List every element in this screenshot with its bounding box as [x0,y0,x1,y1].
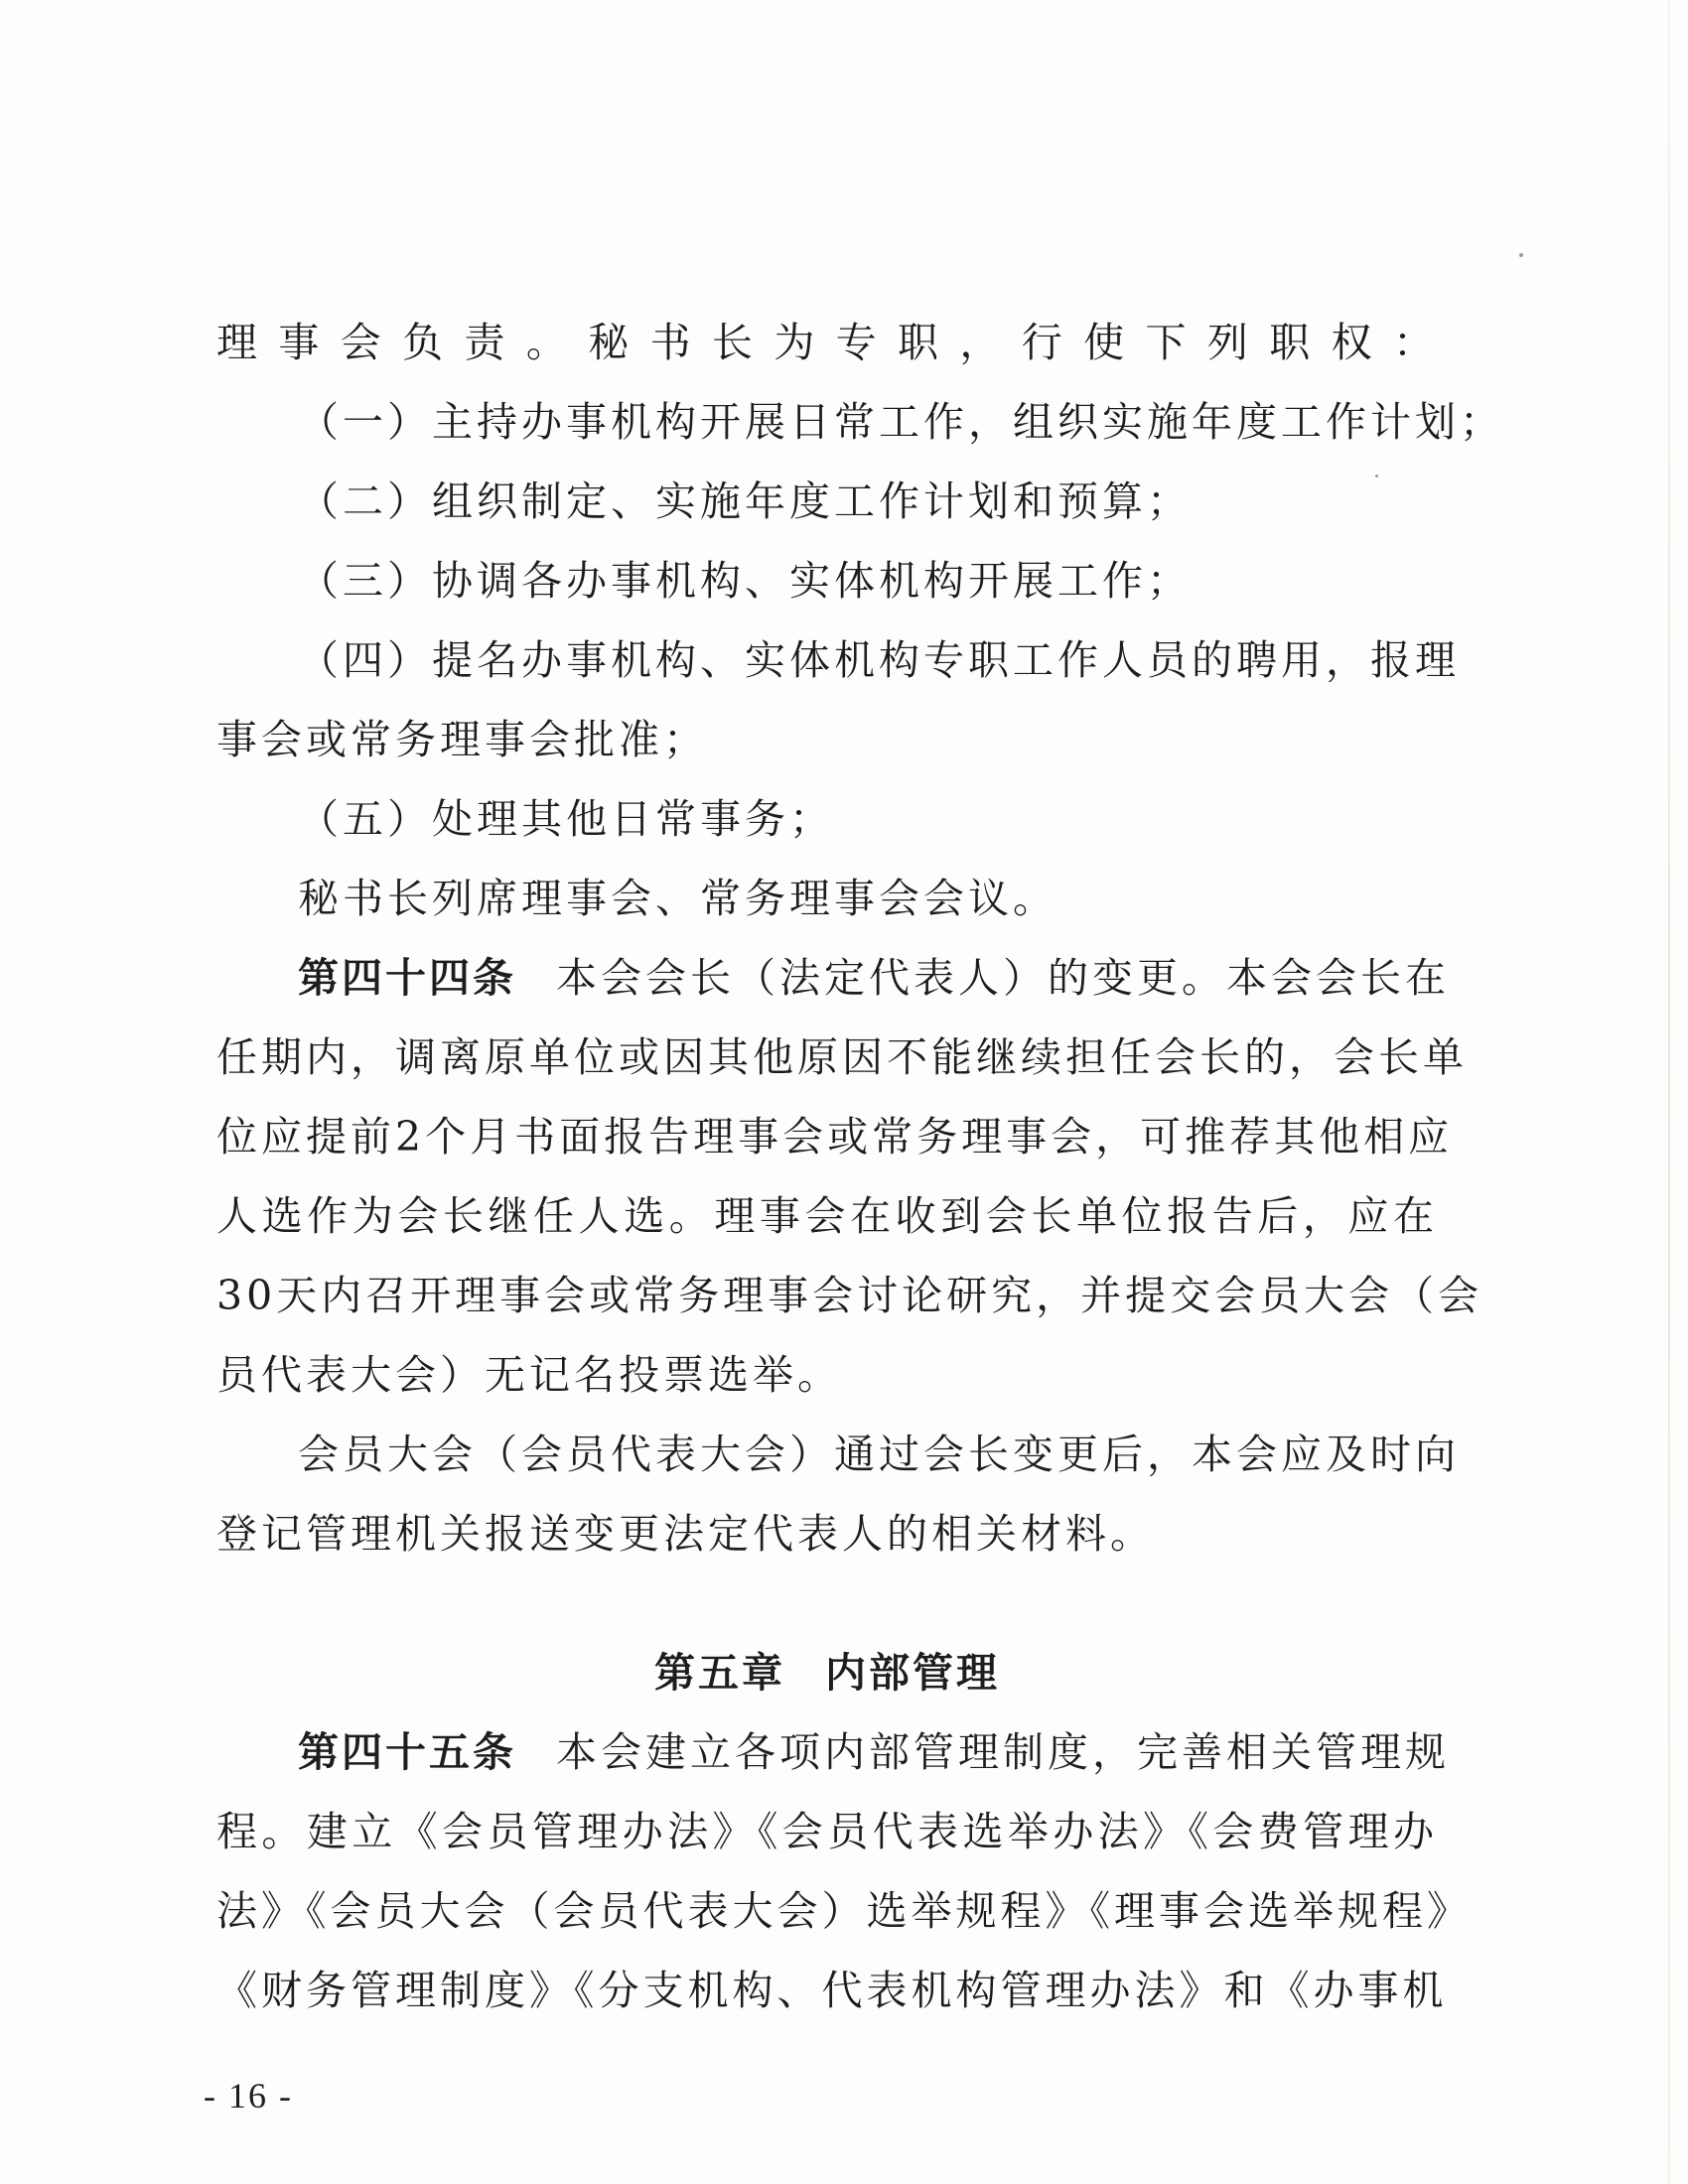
list-item-2: （二）组织制定、实施年度工作计划和预算； [298,478,1192,525]
article-45-text: 本会建立各项内部管理制度，完善相关管理规 [556,1728,1450,1776]
article-45-first-line [216,1712,1450,1792]
article-44-text: 本会会长（法定代表人）的变更。本会会长在 [556,954,1450,1002]
article-45-line: 《财务管理制度》《分支机构、代表机构管理办法》和《办事机 [216,1967,1448,2014]
article-44-line: 人选作为会长继任人选。理事会在收到会长单位报告后，应在 [216,1192,1438,1240]
chapter-number: 第五章 [654,1649,785,1697]
document-body [216,303,1504,2030]
list-item-4: （四）提名办事机构、实体机构专职工作人员的聘用，报理 [298,636,1460,684]
article-44-label: 第四十四条 [298,954,516,1002]
section-gap [216,1573,1438,1633]
article-44-line: 位应提前2个月书面报告理事会或常务理事会，可推荐其他相应 [216,1113,1454,1160]
list-item-5: （五）处理其他日常事务； [298,795,834,843]
scan-speck [1519,253,1523,257]
article-44-paragraph-2: 登记管理机关报送变更法定代表人的相关材料。 [216,1510,1155,1558]
chapter-title: 内部管理 [825,1649,1000,1697]
list-item-3: （三）协调各办事机构、实体机构开展工作； [298,557,1192,605]
article-44-paragraph-2: 会员大会（会员代表大会）通过会长变更后，本会应及时向 [298,1431,1460,1478]
article-44-first-line [216,938,1450,1018]
article-45-line: 程。建立《会员管理办法》《会员代表选举办法》《会费管理办 [216,1808,1438,1855]
article-45-label: 第四十五条 [298,1728,516,1776]
article-45-line: 法》《会员大会（会员代表大会）选举规程》《理事会选举规程》 [216,1887,1472,1935]
text-line: 秘书长列席理事会、常务理事会会议。 [298,875,1057,922]
page-edge-shadow [1668,0,1670,2184]
page-number: - 16 - [204,2076,293,2116]
article-44-line: 30天内召开理事会或常务理事会讨论研究，并提交会员大会（会 [216,1272,1483,1319]
list-item-1: （一）主持办事机构开展日常工作，组织实施年度工作计划； [298,398,1504,446]
article-44-line: 任期内，调离原单位或因其他原因不能继续担任会长的，会长单 [216,1033,1468,1081]
chapter-heading [216,1633,1438,1712]
text-line: 理事会负责。秘书长为专职，行使下列职权： [216,319,1438,366]
list-item-4-continued: 事会或常务理事会批准； [216,716,708,763]
article-44-line: 员代表大会）无记名投票选举。 [216,1351,842,1399]
